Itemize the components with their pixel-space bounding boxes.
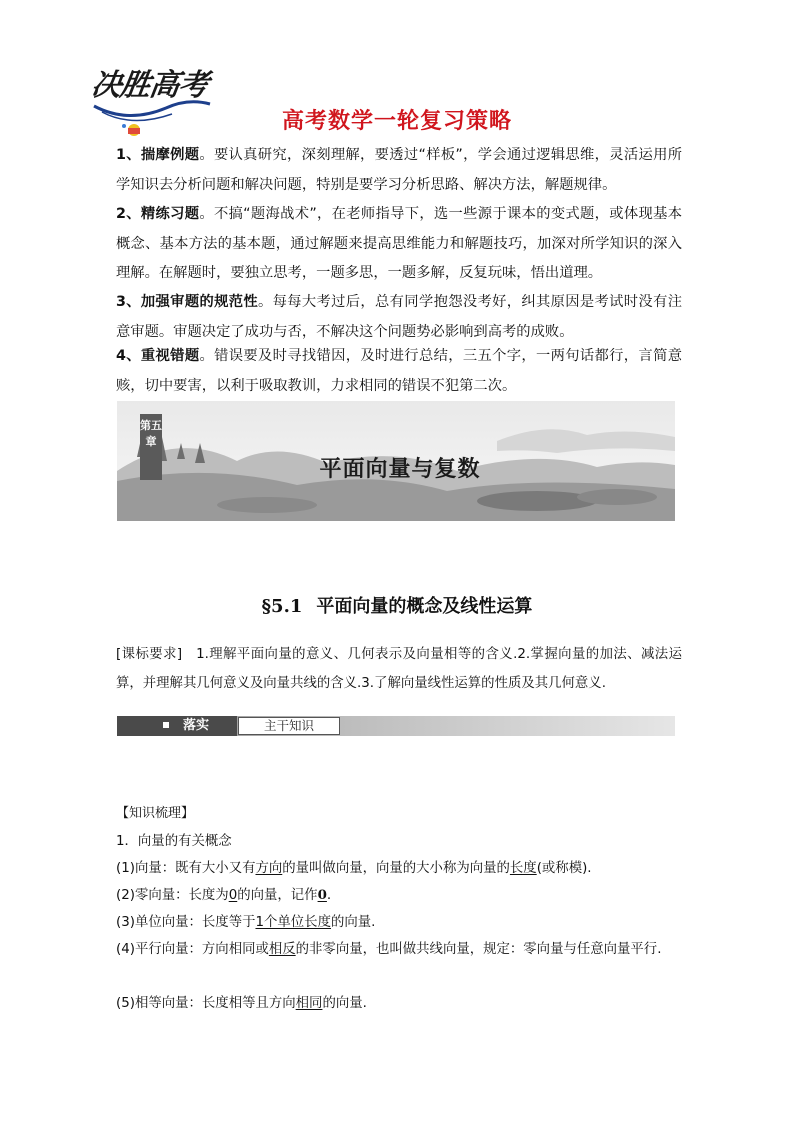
strategy-3-lead: 3、加强审题的规范性 bbox=[116, 294, 258, 310]
section-title bbox=[0, 592, 794, 618]
concept-equal-vector bbox=[116, 990, 682, 1017]
section-name: 平面向量的概念及线性运算 bbox=[316, 596, 533, 617]
concept-parallel-vector bbox=[116, 936, 682, 963]
concept-parallel-a: (4)平行向量：方向相同或 bbox=[116, 942, 269, 957]
strategy-4-lead: 4、重视错题 bbox=[116, 348, 200, 364]
section-number: §5.1 bbox=[261, 596, 303, 617]
concept-unit-a: (3)单位向量：长度等于 bbox=[116, 915, 256, 930]
strategy-2-lead: 2、精练习题 bbox=[116, 206, 200, 222]
concept-vector-u2: 长度 bbox=[509, 861, 537, 876]
strategy-3 bbox=[116, 288, 682, 347]
concept-unit-vector bbox=[116, 909, 682, 936]
document-title: 高考数学一轮复习策略 bbox=[281, 109, 512, 134]
concept-zero-c: . bbox=[326, 888, 332, 903]
knowledge-item-1: 1．向量的有关概念 bbox=[116, 834, 232, 849]
concept-vector-u1: 方向 bbox=[255, 861, 283, 876]
square-bullet-icon bbox=[163, 722, 169, 728]
concept-equal-a: (5)相等向量：长度相等且方向 bbox=[116, 996, 296, 1011]
section-bar-dark-label: 落实 bbox=[183, 718, 210, 733]
concept-zero-vector bbox=[116, 882, 682, 909]
concept-vector-c: (或称模). bbox=[536, 861, 592, 876]
logo-text: 决胜高考 bbox=[89, 68, 210, 103]
concept-equal-b: 的向量. bbox=[322, 996, 367, 1011]
strategy-2 bbox=[116, 200, 682, 289]
concept-unit-b: 的向量. bbox=[330, 915, 376, 930]
concept-unit-u1: 1个单位长度 bbox=[255, 915, 331, 930]
concept-vector-a: (1)向量：既有大小又有 bbox=[116, 861, 256, 876]
chapter-tag: 第五章 bbox=[140, 414, 162, 480]
strategy-4-text: 。错误要及时寻找错因，及时进行总结，三五个字，一两句话都行，言简意赅，切中要害，以利于吸取教训，力求相同的错误不犯第二次。 bbox=[116, 348, 682, 394]
concept-vector bbox=[116, 855, 682, 882]
knowledge-heading: 【知识梳理】 bbox=[116, 806, 195, 821]
concept-zero-a: (2)零向量：长度为 bbox=[116, 888, 229, 903]
strategy-4 bbox=[116, 342, 682, 401]
requirements-label: [课标要求] bbox=[116, 647, 183, 662]
concept-vector-b: 的量叫做向量，向量的大小称为向量的 bbox=[282, 861, 510, 876]
section-bar-light-label: 主干知识 bbox=[238, 717, 340, 735]
chapter-title: 平面向量与复数 bbox=[319, 457, 481, 482]
strategy-3-text: 。每每大考过后，总有同学抱怨没考好，纠其原因是考试时没有注意审题。审题决定了成功与否，不解决这个问题势必影响到高考的成败。 bbox=[116, 294, 682, 340]
section-bar bbox=[117, 716, 675, 736]
strategy-1-text: 。要认真研究，深刻理解，要透过“样板”，学会通过逻辑思维，灵活运用所学知识去分析问题和解决问题，特别是要学习分析思路、解决方法，解题规律。 bbox=[116, 147, 683, 193]
requirements-text: 1.理解平面向量的意义、几何表示及向量相等的含义.2.掌握向量的加法、减法运算，并理解其几何意义及向量共线的含义.3.了解向量线性运算的性质及其几何意义. bbox=[116, 647, 682, 691]
concept-zero-bold: 0 bbox=[317, 887, 327, 903]
curriculum-requirements bbox=[116, 640, 682, 698]
concept-equal-u1: 相同 bbox=[295, 996, 323, 1011]
concept-zero-u1: 0 bbox=[228, 888, 238, 903]
strategy-1-lead: 1、揣摩例题 bbox=[116, 147, 200, 163]
concept-parallel-u1: 相反 bbox=[268, 942, 296, 957]
section-bar-dark bbox=[117, 716, 237, 736]
strategy-2-text: 。不搞“题海战术”，在老师指导下，选一些源于课本的变式题，或体现基本概念、基本方法的基本题，通过解题来提高思维能力和解题技巧，加深对所学知识的深入理解。在解题时，要独立思考，一题多思，一题多解，反复玩味，悟出道理。 bbox=[116, 206, 683, 281]
concept-parallel-b: 的非零向量，也叫做共线向量，规定：零向量与任意向量平行. bbox=[295, 942, 662, 957]
strategy-1 bbox=[116, 141, 682, 200]
concept-zero-b: 的向量，记作 bbox=[237, 888, 318, 903]
